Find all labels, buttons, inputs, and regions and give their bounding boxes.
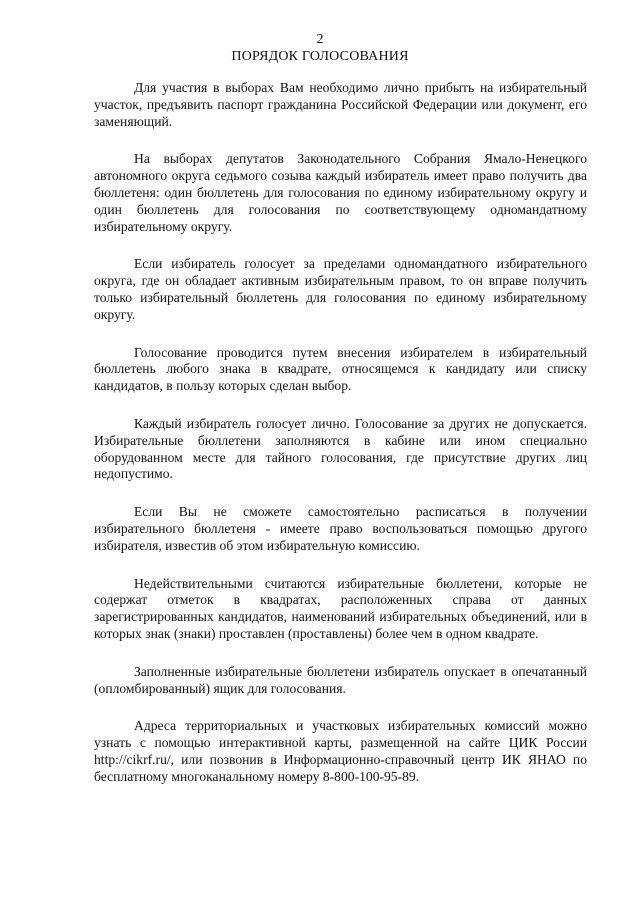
paragraph-invalid-ballots: Недействительными считаются избирательные бюллетени, которые не содержат отметок в квадратах, расположенных справа от данных зарегистрированных кандидатов, наименований избирательных объединений, или в которых знак (знаки) проставлен (проставлены) более чем в одном квадрате. <box>94 575 587 641</box>
paragraph-attendance: Для участия в выборах Вам необходимо лично прибыть на избирательный участок, предъявить паспорт гражданина Российской Федерации или документ, его заменяющий. <box>94 80 587 129</box>
paragraph-marking: Голосование проводится путем внесения избирателем в избирательный бюллетень любого знака в квадрате, относящемся к кандидату или списку кандидатов, в пользу которых сделан выбор. <box>94 344 587 394</box>
page-number: 2 <box>316 32 324 47</box>
paragraph-two-ballots: На выборах депутатов Законодательного Собрания Ямало-Ненецкого автономного округа седьмого созыва каждый избиратель имеет право получить два бюллетеня: один бюллетень для голосования по единому избирательному округу и один бюллетень для голосования по соответствующему одномандатному избирательному округу. <box>94 151 587 234</box>
paragraph-outside-district: Если избиратель голосует за пределами одномандатного избирательного округа, где он обладает активным избирательным правом, то он вправе получить только избирательный бюллетень для голосования по единому избирательному округу. <box>94 256 587 322</box>
paragraph-assistance: Если Вы не сможете самостоятельно расписаться в получении избирательного бюллетеня - имеете право воспользоваться помощью другого избирателя, известив об этом избирательную комиссию. <box>94 504 587 553</box>
paragraph-contacts: Адреса территориальных и участковых избирательных комиссий можно узнать с помощью интерактивной карты, размещенной на сайте ЦИК России http://cikrf.ru/, или позвонив в Информационно-справочный центр ИК ЯНАО по бесплатному многоканальному номеру 8-800-100-95-89. <box>94 718 587 784</box>
page-title: ПОРЯДОК ГОЛОСОВАНИЯ <box>231 49 409 64</box>
paragraph-personal-vote: Каждый избиратель голосует лично. Голосование за других не допускается. Избирательные бюллетени заполняются в кабине или ином специально оборудованном месте для тайного голосования, где присутствие других лиц недопустимо. <box>94 415 587 482</box>
paragraph-ballot-box: Заполненные избирательные бюллетени избиратель опускает в опечатанный (опломбированный) ящик для голосования. <box>94 663 587 696</box>
document-body <box>94 80 587 807</box>
